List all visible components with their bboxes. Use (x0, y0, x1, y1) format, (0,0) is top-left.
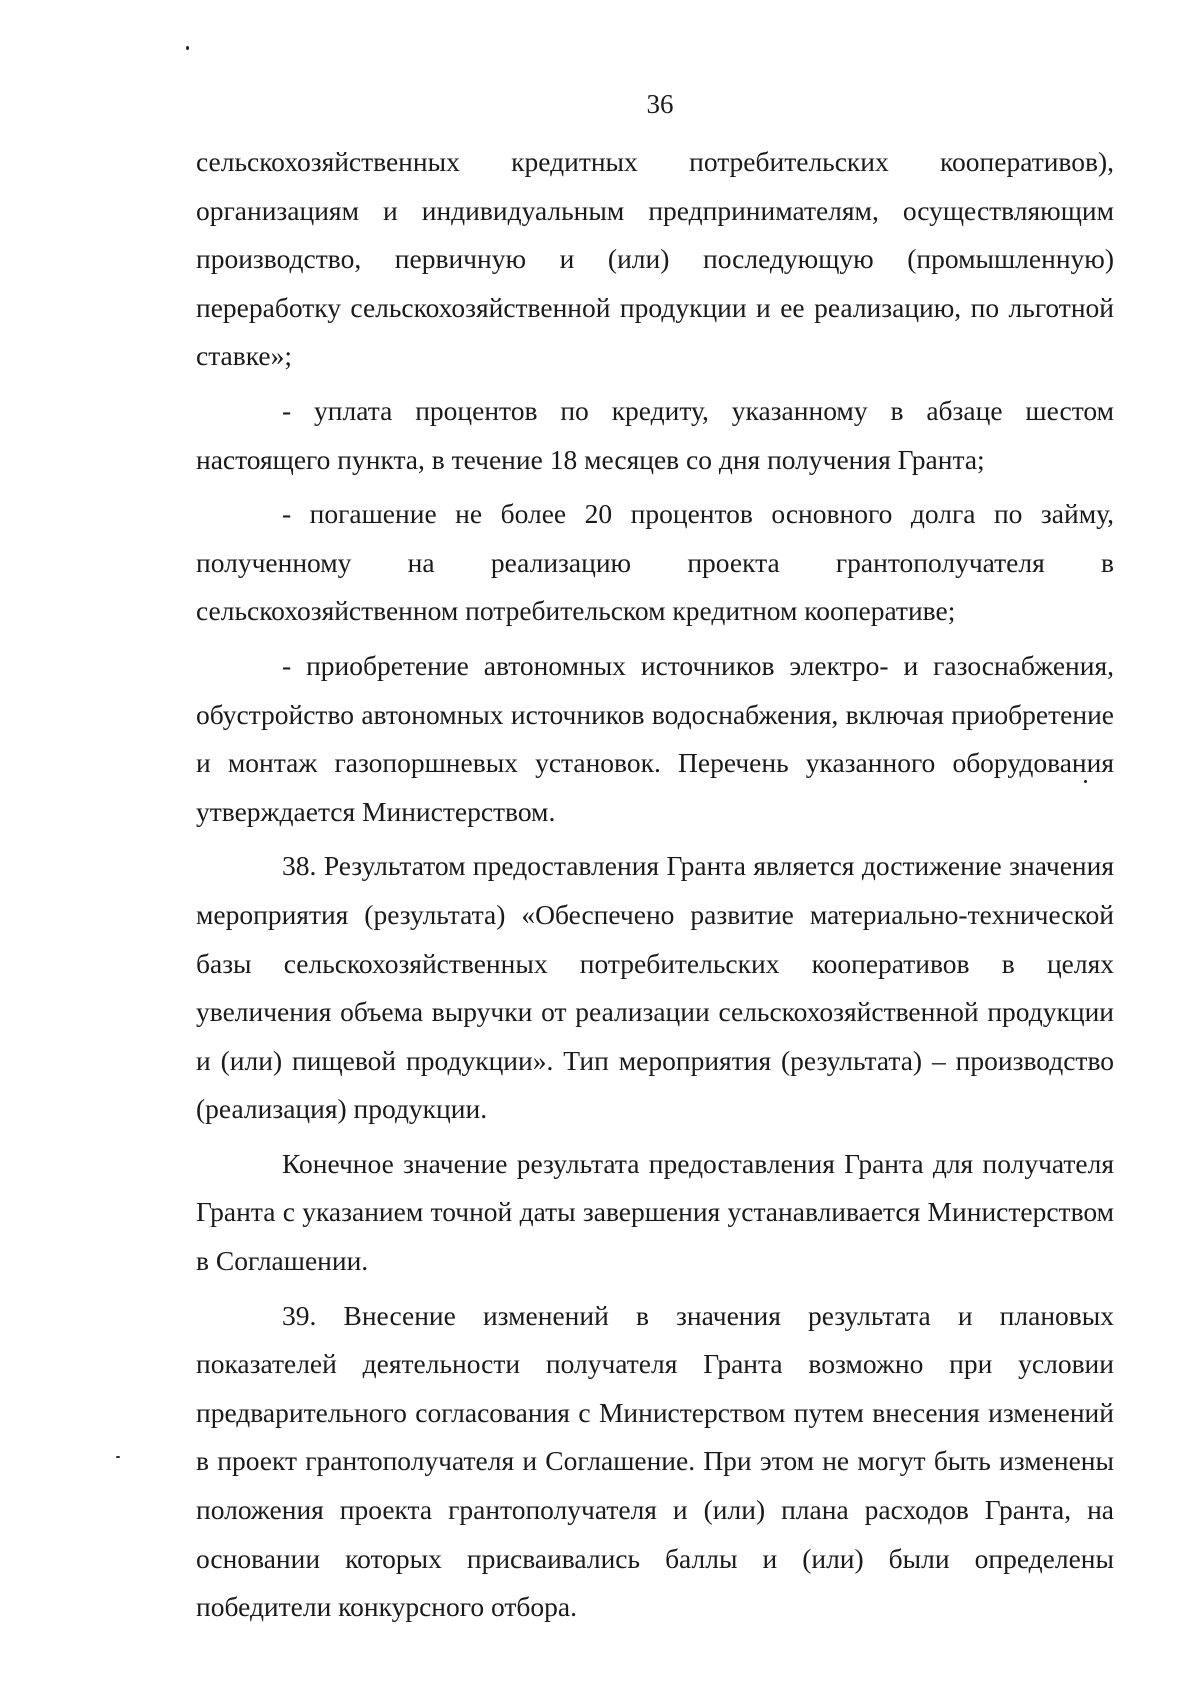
clause-38: 38. Результатом предоставления Гранта является достижение значения мероприятия (результата) «Обеспечено развитие материально-технической базы сельскохозяйственных потребительских кооперативов в целях увеличения объема выручки от реализации сельскохозяйственной продукции и (или) пищевой продукции». Тип мероприятия (результата) – производство (реализация) продукции. (196, 850, 1114, 1125)
list-item-autonomous-supply: - приобретение автономных источников электро- и газоснабжения, обустройство автономных источников водоснабжения, включая приобретение и монтаж газопоршневых установок. Перечень указанного оборудования утверждается Министерством. (196, 649, 1114, 827)
clause-39: 39. Внесение изменений в значения результата и плановых показателей деятельности получателя Гранта возможно при условии предварительного согласования с Министерством путем внесения изменений в проект грантополучателя и Соглашение. При этом не могут быть изменены положения проекта грантополучателя и (или) плана расходов Гранта, на основании которых присваивались баллы и (или) были определены победители конкурсного отбора. (196, 1299, 1114, 1623)
list-item-interest-payment: - уплата процентов по кредиту, указанному в абзаце шестом настоящего пункта, в течение 18 месяцев со дня получения Гранта; (196, 394, 1114, 475)
paragraph-final-value: Конечное значение результата предоставления Гранта для получателя Гранта с указанием точной даты завершения устанавливается Министерством в Соглашении. (196, 1147, 1114, 1277)
scan-speck (186, 46, 189, 50)
scan-speck (1084, 780, 1087, 783)
document-body (196, 138, 1114, 1632)
paragraph-continuation: сельскохозяйственных кредитных потребительских кооперативов), организациям и индивидуальным предпринимателям, осуществляющим производство, первичную и (или) последующую (промышленную) переработку сельскохозяйственной продукции и ее реализацию, по льготной ставке»; (196, 146, 1114, 372)
page-number: 36 (646, 89, 674, 119)
list-item-loan-repayment: - погашение не более 20 процентов основного долга по займу, полученному на реализацию проекта грантополучателя в сельскохозяйственном потребительском кредитном кооперативе; (196, 498, 1114, 627)
scan-speck (116, 1456, 120, 1458)
